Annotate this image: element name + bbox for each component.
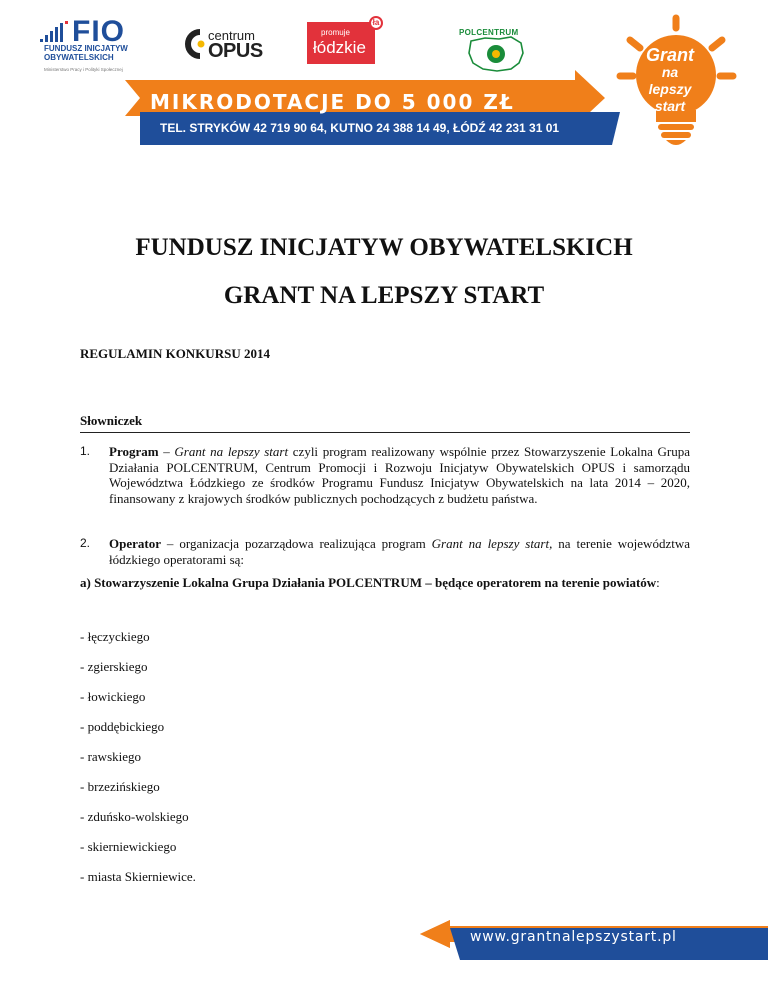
lodzkie-promuje: promuje — [321, 28, 350, 37]
item-italic: Grant na lepszy start — [174, 444, 289, 459]
lodzkie-logo — [307, 18, 380, 64]
item-text — [109, 444, 690, 506]
item-text — [109, 536, 690, 567]
item-rest2: na terenie województwa łódzkiego operatorami są: — [109, 536, 690, 567]
item-rest: czyli program realizowany wspólnie przez Stowarzyszenie Lokalna Grupa Działania POLCENTRUM, Centrum Promocji i Rozwoju Inicjatyw Obywatelskich OPUS i samorządu Województwa Łódzkiego ze środków Programu Fundusz Inicjatyw Obywatelskich na lata 2014 – 2020, finansowany z krajowych środków publicznych pochodzących z budżetu państwa. — [109, 444, 691, 506]
glossary-item-program — [80, 444, 690, 506]
district-item: - łowickiego — [80, 689, 146, 704]
document-subtitle: GRANT NA LEPSZY START — [223, 282, 545, 309]
lodzkie-badge: ła — [369, 16, 383, 30]
document-title: FUNDUSZ INICJATYW OBYWATELSKICH — [135, 234, 633, 261]
item-dash: – — [158, 444, 175, 459]
item-number: 1. — [80, 444, 91, 458]
district-item: - zduńsko-wolskiego — [80, 809, 189, 824]
bulb-line3: start — [654, 98, 686, 114]
district-item: - poddębickiego — [80, 719, 165, 734]
banner-title: MIKRODOTACJE DO 5 000 ZŁ — [150, 90, 515, 114]
glossary-heading: Słowniczek — [80, 413, 690, 433]
polcentrum-name: POLCENTRUM — [459, 28, 519, 37]
opus-line2: OPUS — [208, 40, 263, 62]
item-number: 2. — [80, 536, 91, 550]
district-item: - zgierskiego — [80, 659, 148, 674]
polcentrum-logo — [455, 22, 535, 77]
opus-line1: centrum — [208, 28, 255, 43]
website-url: www.grantnalepszystart.pl — [470, 929, 677, 945]
fio-mark: FIO — [72, 15, 125, 48]
regulamin-heading: REGULAMIN KONKURSU 2014 — [80, 346, 270, 361]
district-item: - miasta Skierniewice. — [80, 869, 196, 884]
opus-c-icon — [182, 28, 206, 60]
item-rest1: – organizacja pozarządowa realizująca program — [160, 536, 432, 551]
fio-line2: OBYWATELSKICH — [44, 53, 114, 62]
item-term: Program — [109, 444, 159, 459]
fio-logo — [40, 15, 150, 70]
district-item: - skierniewickiego — [80, 839, 177, 854]
poland-map-icon — [465, 35, 527, 73]
fio-sub: Ministerstwo Pracy i Polityki Społecznej — [44, 67, 123, 72]
district-item: - łęczyckiego — [80, 629, 150, 644]
section-a-text: a) Stowarzyszenie Lokalna Grupa Działania POLCENTRUM – będące operatorem na terenie powiatów — [80, 575, 657, 590]
lodzkie-name: łódzkie — [313, 38, 366, 57]
fio-bars-icon — [40, 21, 70, 43]
section-a-colon: : — [656, 575, 660, 590]
bulb-slogan — [640, 47, 700, 115]
bulb-line1: Grant — [645, 45, 694, 65]
bulb-line2: na lepszy — [648, 64, 692, 97]
banner-phone-numbers: TEL. STRYKÓW 42 719 90 64, KUTNO 24 388 14 49, ŁÓDŹ 42 231 31 01 — [160, 121, 560, 135]
glossary-item-operator — [80, 536, 690, 567]
fio-line1: FUNDUSZ INICJATYW — [44, 44, 128, 53]
district-item: - brzezińskiego — [80, 779, 160, 794]
item-term: Operator — [109, 536, 161, 551]
operator-section-a — [80, 575, 690, 591]
opus-logo — [182, 24, 272, 64]
district-item: - rawskiego — [80, 749, 142, 764]
item-italic: Grant na lepszy start, — [431, 536, 553, 551]
